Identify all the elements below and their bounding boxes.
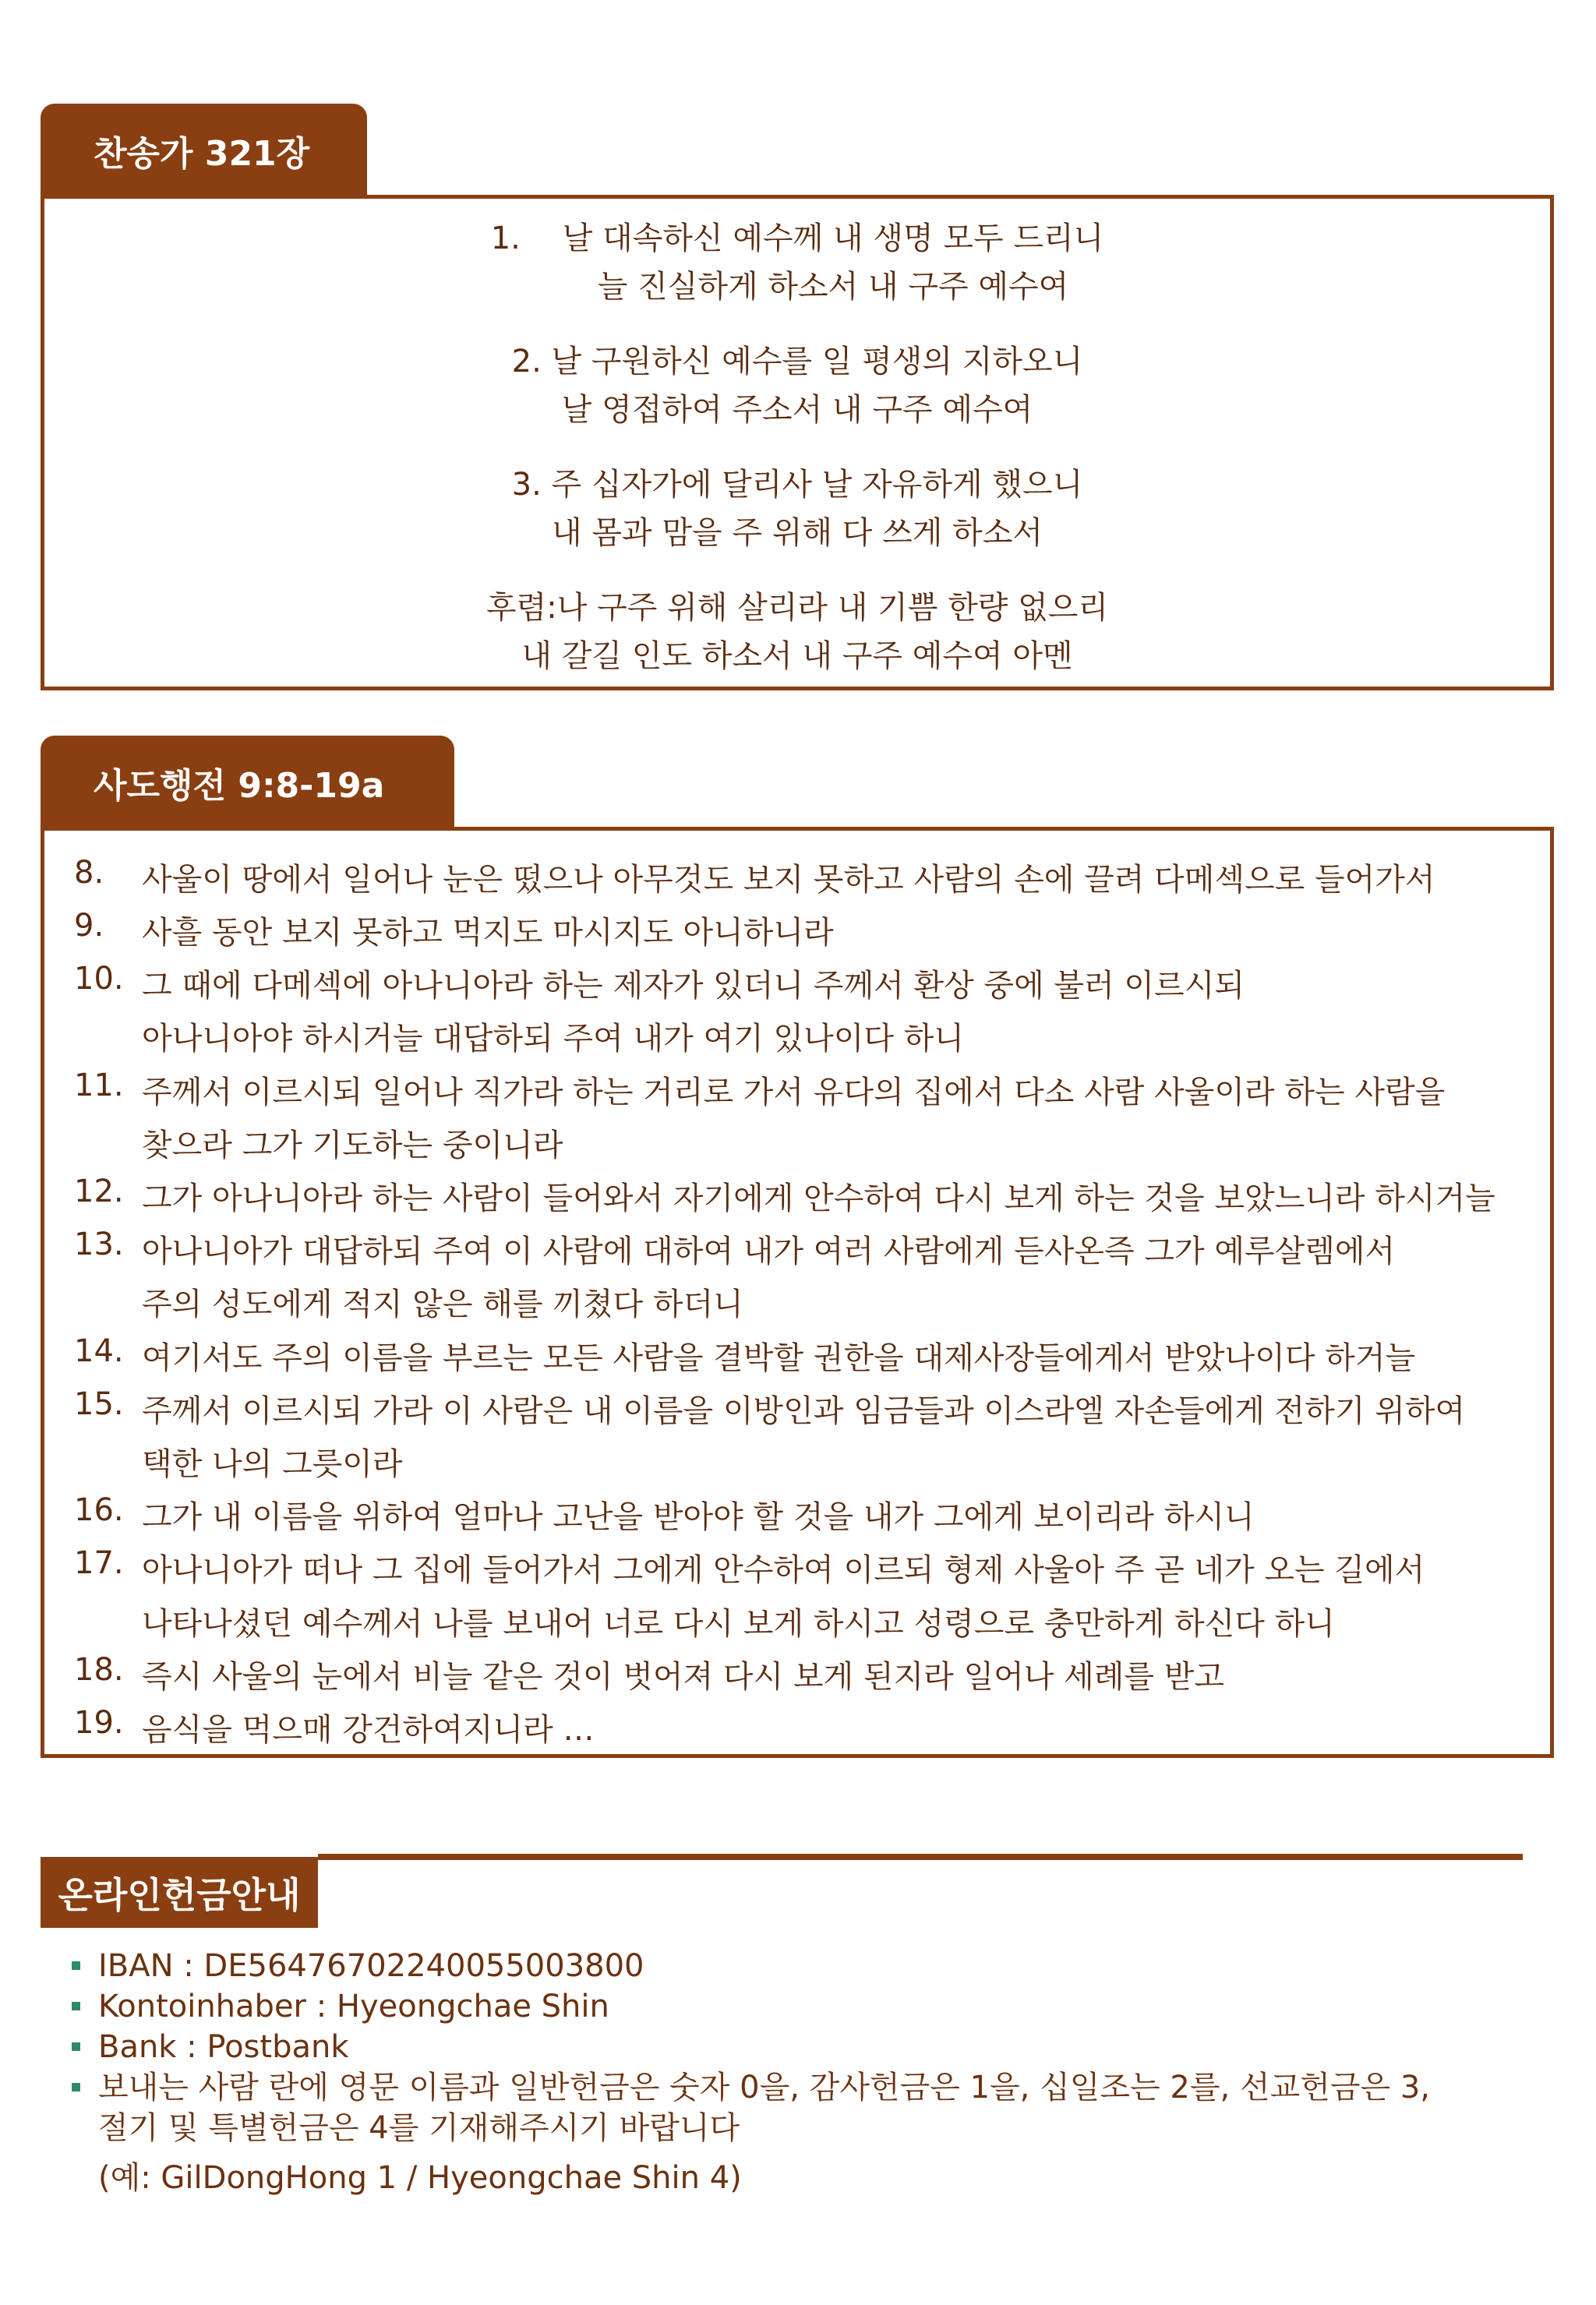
verse-text: 그가 내 이름을 위하여 얼마나 고난을 받아야 할 것을 내가 그에게 보이리라 하시니 [142, 1499, 1255, 1535]
scripture-title-tab [41, 736, 454, 829]
verse-text: 사흘 동안 보지 못하고 먹지도 마시지도 아니하니라 [142, 915, 834, 951]
example-item [72, 2158, 1430, 2198]
hymn-line: 3. 주 십자가에 달리사 날 자유하게 했으니 [511, 467, 1083, 503]
hymn-line: 날 영접하여 주소서 내 구주 예수여 [561, 392, 1033, 428]
note-text: 보내는 사람 란에 영문 이름과 일반헌금은 숫자 0을, 감사헌금은 1을, 십일조는 2를, 선교헌금은 3, [98, 2070, 1430, 2106]
verse-text: 즉시 사울의 눈에서 비늘 같은 것이 벗어져 다시 보게 된지라 일어나 세례를 받고 [142, 1659, 1225, 1695]
bullet-icon [72, 2042, 80, 2051]
online-divider [318, 1854, 1523, 1860]
verse-number: 13. [74, 1227, 124, 1262]
verse-number: 19. [74, 1705, 124, 1741]
verse-text: 나타나셨던 예수께서 나를 보내어 너로 다시 보게 하시고 성령으로 충만하게 하신다 하니 [142, 1606, 1335, 1642]
verse-number: 8. [74, 855, 104, 891]
hymn-line: 2. 날 구원하신 예수를 일 평생의 지하오니 [511, 344, 1083, 379]
note-text: 절기 및 특별헌금은 4를 기재해주시기 바랍니다 [98, 2110, 740, 2146]
hymn-title-tab [41, 104, 367, 197]
scripture-box [41, 827, 1554, 1758]
hymn-line: 후렴:나 구주 위해 살리라 내 기쁨 한량 없으리 [486, 590, 1108, 626]
verse-text: 주께서 이르시되 가라 이 사람은 내 이름을 이방인과 임금들과 이스라엘 자손들에게 전하기 위하여 [142, 1393, 1466, 1429]
iban-item [72, 1946, 1430, 1986]
online-title-tab [41, 1857, 318, 1928]
verse-text: 사울이 땅에서 일어나 눈은 떴으나 아무것도 보지 못하고 사람의 손에 끌려 다메섹으로 들어가서 [142, 862, 1435, 898]
verse-text: 음식을 먹으매 강건하여지니라 … [142, 1712, 595, 1748]
bank-text: Bank : Postbank [98, 2029, 349, 2065]
hymn-verse-1 [44, 214, 1550, 311]
verse-text: 주께서 이르시되 일어나 직가라 하는 거리로 가서 유다의 집에서 다소 사람 사울이라 하는 사람을 [142, 1075, 1446, 1110]
verse-number: 15. [74, 1386, 124, 1422]
scripture-title: 사도행전 9:8-19a [94, 766, 385, 806]
hymn-box [41, 195, 1554, 690]
bullet-icon [72, 2002, 80, 2010]
verse-text: 아나니아가 대답하되 주여 이 사람에 대하여 내가 여러 사람에게 듣사온즉 그가 예루살렘에서 [142, 1234, 1396, 1269]
verse-number: 11. [74, 1068, 124, 1103]
online-title: 온라인헌금안내 [58, 1873, 301, 1916]
bullet-icon [72, 1961, 80, 1970]
bank-item [72, 2027, 1430, 2067]
hymn-chorus [44, 584, 1550, 680]
verse-text: 여기서도 주의 이름을 부르는 모든 사람을 결박할 권한을 대제사장들에게서 받았나이다 하거늘 [142, 1340, 1416, 1376]
verse-text: 아나니아가 떠나 그 집에 들어가서 그에게 안수하여 이르되 형제 사울아 주 곧 네가 오는 길에서 [142, 1552, 1425, 1588]
hymn-line: 내 갈길 인도 하소서 내 구주 예수여 아멘 [521, 638, 1073, 674]
example-text: (예: GilDongHong 1 / Hyeongchae Shin 4) [98, 2160, 742, 2196]
hymn-line: 늘 진실하게 하소서 내 구주 예수여 [597, 269, 1069, 305]
verse-number: 12. [74, 1174, 124, 1209]
verse-number: 16. [74, 1492, 124, 1528]
verse-number: 10. [74, 961, 124, 997]
verse-text: 그가 아나니아라 하는 사람이 들어와서 자기에게 안수하여 다시 보게 하는 것을 보았느니라 하시거늘 [142, 1181, 1495, 1216]
note-item [72, 2067, 1430, 2108]
verse-number: 17. [74, 1545, 124, 1581]
hymn-verse-number: 1. [490, 221, 521, 256]
hymn-title: 찬송가 321장 [94, 134, 310, 174]
hymn-verse-3 [44, 461, 1550, 557]
iban-text: IBAN : DE56476702240055003800 [98, 1948, 644, 1984]
hymn-line: 내 몸과 맘을 주 위해 다 쓰게 하소서 [552, 515, 1043, 551]
verse-text: 아나니아야 하시거늘 대답하되 주여 내가 여기 있나이다 하니 [142, 1021, 965, 1057]
verse-number: 9. [74, 908, 104, 944]
verse-number: 14. [74, 1333, 124, 1369]
verse-text: 찾으라 그가 기도하는 중이니라 [142, 1128, 563, 1163]
hymn-verse-2 [44, 337, 1550, 434]
verse-number: 18. [74, 1652, 124, 1688]
holder-text: Kontoinhaber : Hyeongchae Shin [98, 1989, 609, 2024]
note-item-continued [72, 2108, 1430, 2148]
verse-text: 그 때에 다메섹에 아나니아라 하는 제자가 있더니 주께서 환상 중에 불러 이르시되 [142, 968, 1245, 1004]
holder-item [72, 1986, 1430, 2027]
bullet-icon [72, 2083, 80, 2091]
online-info-list [72, 1946, 1430, 2198]
verse-text: 택한 나의 그릇이라 [142, 1446, 403, 1482]
hymn-line: 날 대속하신 예수께 내 생명 모두 드리니 [562, 221, 1104, 256]
verse-text: 주의 성도에게 적지 않은 해를 끼쳤다 하더니 [142, 1287, 743, 1322]
